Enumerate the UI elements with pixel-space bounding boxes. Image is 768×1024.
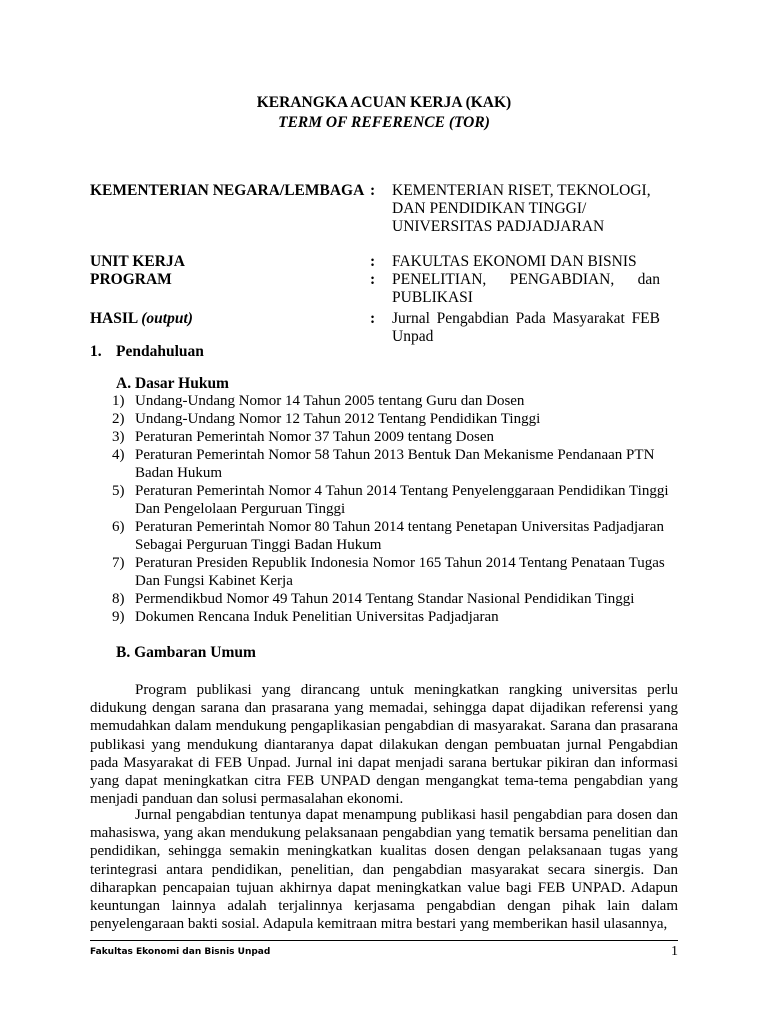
- list-number: 5): [112, 483, 125, 499]
- info-table: [90, 182, 670, 346]
- list-text: Permendikbud Nomor 49 Tahun 2014 Tentang Standar Nasional Pendidikan Tinggi: [135, 591, 635, 607]
- info-row-hasil: [90, 310, 670, 346]
- kementerian-line: DAN PENDIDIKAN TINGGI/: [392, 200, 587, 217]
- paragraph: Jurnal pengabdian tentunya dapat menampung publikasi hasil pengabdian para dosen dan mahasiswa, yang akan mendukung pelaksanaan pengabdian yang tematik bersama penelitian dan pendidikan, sehingga semakin meningkatkan kualitas dosen dengan pelaksanaan tugas yang terintegrasi antara pendidikan, penelitian, dan pengabdian masyarakat secara sinergis. Dan diharapkan pencapaian tujuan akhirnya dapat meningkatkan value bagi FEB UNPAD. Adapun keuntungan lainnya adalah terjalinnya kerjasama pengabdian dengan pihak lain dalam penyelengaraan bakti sosial. Adapula kemitraan mitra bestari yang memberikan hasil ulasannya,: [90, 807, 678, 933]
- list-number: 7): [112, 555, 125, 571]
- kementerian-line: KEMENTERIAN RISET, TEKNOLOGI,: [392, 182, 651, 199]
- list-text: Peraturan Pemerintah Nomor 37 Tahun 2009 tentang Dosen: [135, 429, 495, 445]
- kementerian-value: [392, 182, 660, 236]
- list-text: Peraturan Pemerintah Nomor 4 Tahun 2014 Tentang Penyelenggaraan Pendidikan Tinggi Dan Pengelolaan Perguruan Tinggi: [135, 483, 669, 517]
- list-item: [90, 590, 680, 608]
- program-value: [392, 271, 660, 307]
- program-line: PUBLIKASI: [392, 289, 473, 306]
- dasar-hukum-list: [90, 392, 680, 626]
- colon: :: [370, 271, 376, 288]
- list-item: [90, 410, 680, 428]
- list-item: [90, 554, 680, 590]
- unit-kerja-label: UNIT KERJA: [90, 253, 185, 270]
- page-number: 1: [671, 944, 678, 959]
- list-text: Peraturan Presiden Republik Indonesia Nomor 165 Tahun 2014 Tentang Penataan Tugas Dan Fungsi Kabinet Kerja: [135, 555, 665, 589]
- list-number: 8): [112, 591, 125, 607]
- list-text: Undang-Undang Nomor 14 Tahun 2005 tentang Guru dan Dosen: [135, 393, 525, 409]
- section-number: 1.: [90, 343, 102, 360]
- colon: :: [370, 182, 376, 199]
- colon: :: [370, 253, 376, 270]
- list-item: [90, 446, 680, 482]
- hasil-label-output: (output): [141, 310, 193, 327]
- list-number: 9): [112, 609, 125, 625]
- footer-text: Fakultas Ekonomi dan Bisnis Unpad: [90, 947, 271, 957]
- paragraph: Program publikasi yang dirancang untuk meningkatkan rangking universitas perlu didukung dengan sarana dan prasarana yang memadai, sehingga dapat dijadikan referensi yang memudahkan dalam mendukung pengaplikasian pengabdian di masyarakat. Sarana dan prasarana publikasi yang mendukung diantaranya dapat dilakukan dengan pembuatan jurnal Pengabdian pada Masyarakat di FEB Unpad. Jurnal ini dapat menjadi sarana bertukar pikiran dan informasi yang dapat meningkatkan citra FEB UNPAD dengan mengangkat tema-tema pengabdian yang menjadi panduan dan solusi permasalahan ekonomi.: [90, 682, 678, 808]
- list-number: 2): [112, 411, 125, 427]
- list-number: 1): [112, 393, 125, 409]
- list-text: Peraturan Pemerintah Nomor 58 Tahun 2013 Bentuk Dan Mekanisme Pendanaan PTN Badan Hukum: [135, 447, 655, 481]
- list-text: Undang-Undang Nomor 12 Tahun 2012 Tentang Pendidikan Tinggi: [135, 411, 541, 427]
- list-text: Dokumen Rencana Induk Penelitian Universitas Padjadjaran: [135, 609, 499, 625]
- hasil-line: Unpad: [392, 328, 434, 345]
- list-item: [90, 428, 680, 446]
- info-row-program: [90, 271, 670, 307]
- info-row-kementerian: [90, 182, 670, 236]
- document-subtitle: TERM OF REFERENCE (TOR): [278, 114, 490, 131]
- list-number: 4): [112, 447, 125, 463]
- hasil-value: [392, 310, 660, 346]
- section-title: Pendahuluan: [116, 343, 204, 360]
- kementerian-line: UNIVERSITAS PADJADJARAN: [392, 218, 605, 235]
- program-line: PENELITIAN, PENGABDIAN, dan: [392, 271, 660, 288]
- title-block: [0, 93, 768, 133]
- hasil-label: HASIL (output): [90, 310, 193, 327]
- list-number: 6): [112, 519, 125, 535]
- list-text: Peraturan Pemerintah Nomor 80 Tahun 2014 tentang Penetapan Universitas Padjadjaran Sebagai Perguruan Tinggi Badan Hukum: [135, 519, 664, 553]
- program-label: PROGRAM: [90, 271, 172, 288]
- list-item: [90, 608, 680, 626]
- kementerian-label: KEMENTERIAN NEGARA/LEMBAGA: [90, 182, 365, 199]
- unit-kerja-value: FAKULTAS EKONOMI DAN BISNIS: [392, 253, 637, 270]
- subheading-dasar-hukum: A. Dasar Hukum: [116, 375, 229, 392]
- info-row-unit-kerja: [90, 253, 670, 271]
- hasil-line: Jurnal Pengabdian Pada Masyarakat FEB: [392, 310, 660, 327]
- footer-divider: [90, 940, 678, 941]
- section-heading-pendahuluan: [90, 343, 204, 361]
- list-item: [90, 392, 680, 410]
- list-number: 3): [112, 429, 125, 445]
- subheading-gambaran-umum: B. Gambaran Umum: [116, 644, 256, 661]
- list-item: [90, 518, 680, 554]
- list-item: [90, 482, 680, 518]
- document-title: KERANGKA ACUAN KERJA (KAK): [256, 94, 512, 111]
- colon: :: [370, 310, 376, 327]
